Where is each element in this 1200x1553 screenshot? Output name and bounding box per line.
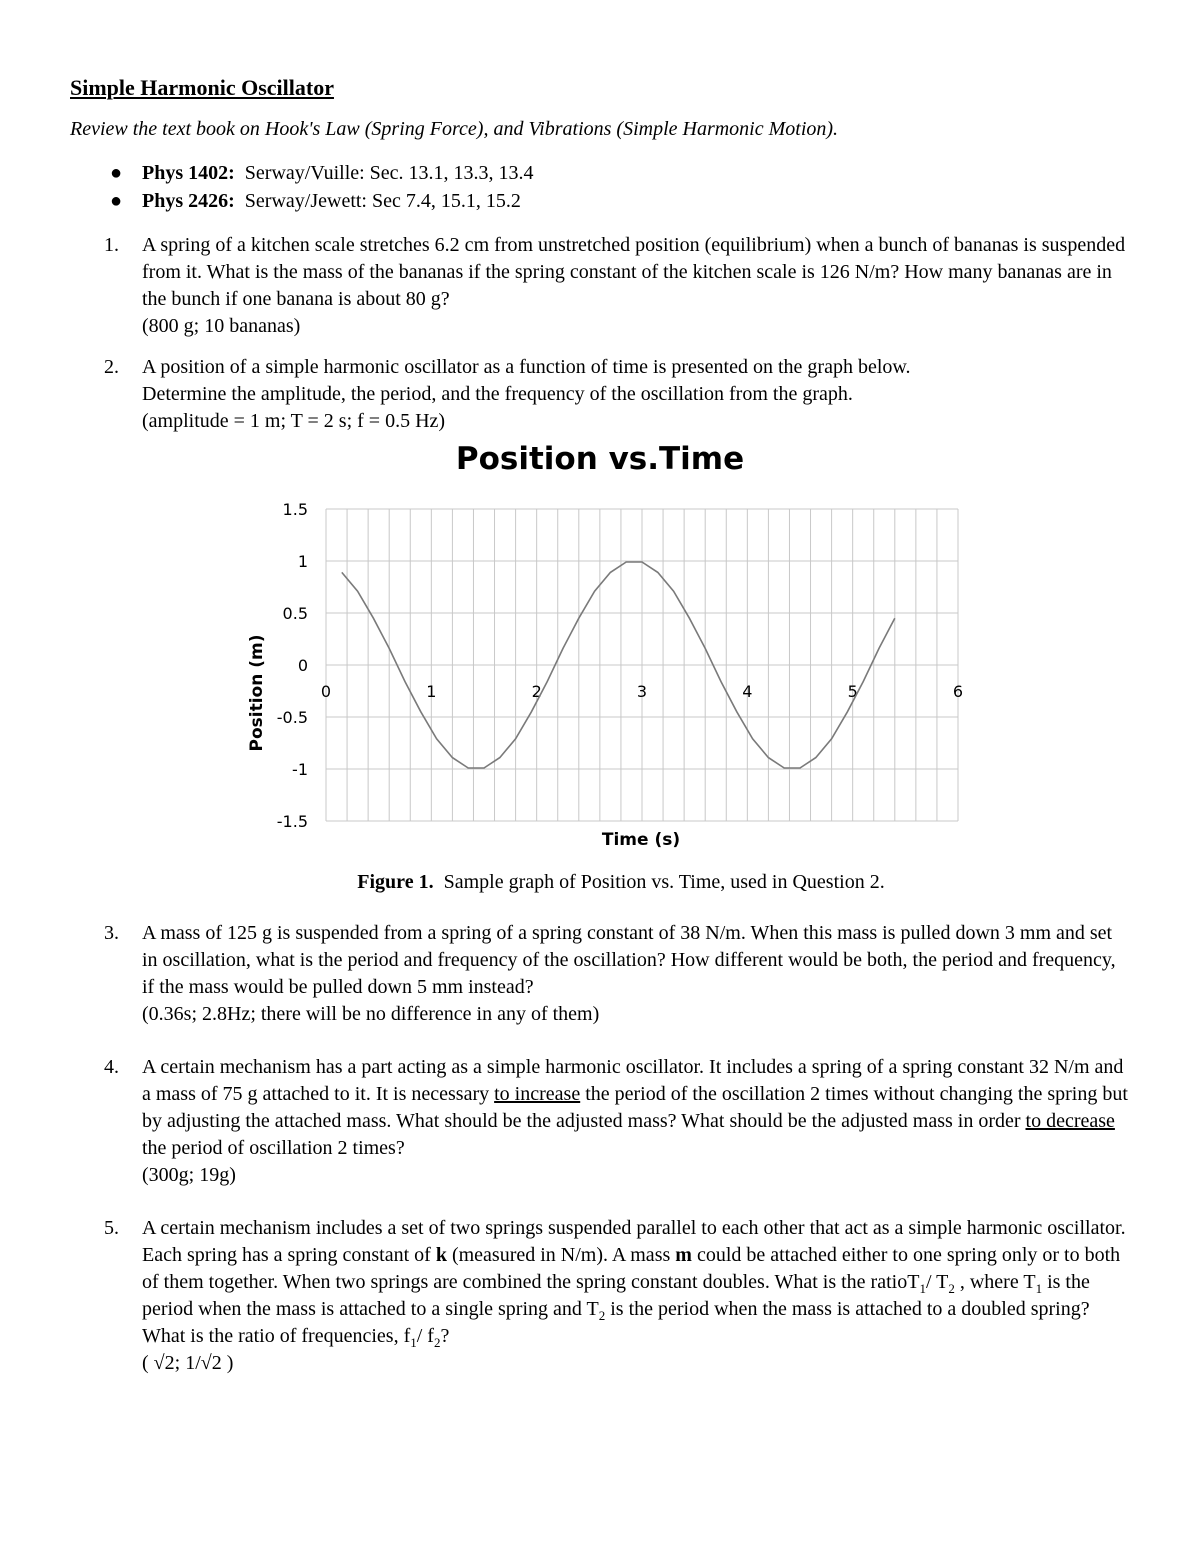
list-item — [70, 159, 1130, 187]
reference-list — [70, 159, 1130, 215]
figure-label: Figure 1. — [357, 871, 434, 893]
x-tick-label: 4 — [742, 682, 753, 701]
intro-text: Review the text book on Hook's Law (Spring Force), and Vibrations (Simple Harmonic Motion). — [70, 118, 839, 140]
x-tick-label: 5 — [847, 682, 858, 701]
answer-text: (300g; 19g) — [142, 1164, 236, 1186]
y-tick-label: 0.5 — [282, 604, 308, 623]
answer-text: (0.36s; 2.8Hz; there will be no difference in any of them) — [142, 1003, 600, 1025]
x-tick-label: 1 — [426, 682, 437, 701]
question-number: 4. — [104, 1056, 119, 1078]
y-axis-label: Position (m) — [247, 634, 267, 752]
course-label: Phys 2426: — [142, 190, 235, 212]
course-sections: Serway/Vuille: Sec. 13.1, 13.3, 13.4 — [244, 162, 534, 184]
bullet-icon: ● — [110, 162, 123, 184]
y-tick-label: -0.5 — [276, 708, 308, 727]
list-item — [70, 187, 1130, 215]
underlined-phrase: to increase — [494, 1083, 581, 1105]
x-tick-label: 6 — [952, 682, 964, 701]
course-label: Phys 1402: — [142, 162, 235, 184]
question-number: 1. — [104, 234, 119, 256]
x-axis-ticks — [321, 682, 963, 701]
bullet-icon: ● — [110, 190, 123, 212]
question-5 — [70, 1215, 1130, 1377]
underlined-phrase: to decrease — [1025, 1110, 1115, 1132]
variable-k: k — [435, 1244, 447, 1266]
answer-text: (800 g; 10 bananas) — [142, 315, 301, 337]
question-number: 2. — [104, 356, 119, 378]
question-text: A certain mechanism includes a set of two springs suspended parallel to each other that act as a simple harmonic oscillator. Each spring has a spring constant of k (measured in N/m). A mass m could be attached either to one spring only or to both of them together. When two springs are combined the spring constant doubles. What is the ratioT$_1$/ $T_2$ , where $T_1$ is the period when the mass is attached to a single spring and $T_2$ is the period when the mass is attached to a doubled spring? What is the ratio of frequencies, $f_1/$ $f_2$? — [142, 1217, 1126, 1350]
answer-text: ( √2; 1/√2 ) — [142, 1352, 234, 1374]
question-text: A certain mechanism has a part acting as a simple harmonic oscillator. It includes a spring of a spring constant 32 N/m and a mass of 75 g attached to it. It is necessary to increase the period of the oscillation 2 times without changing the spring but by adjusting the attached mass. What should be the adjusted mass? What should be the adjusted mass in order to decrease the period of oscillation 2 times? — [142, 1056, 1128, 1159]
question-text: Determine the amplitude, the period, and the frequency of the oscillation from the graph. — [142, 383, 853, 405]
chart-svg — [70, 431, 1130, 867]
question-text: A spring of a kitchen scale stretches 6.2 cm from unstretched position (equilibrium) when a bunch of bananas is suspended from it. What is the mass of the bananas if the spring constant of the kitchen scale is 126 N/m? How many bananas are in the bunch if one banana is about 80 g? — [142, 234, 1126, 310]
figure-caption-text: Sample graph of Position vs. Time, used in Question 2. — [443, 871, 885, 893]
question-number: 3. — [104, 922, 119, 944]
question-2 — [70, 354, 1130, 435]
x-tick-label: 2 — [531, 682, 542, 701]
chart-title: Position vs.Time — [455, 441, 745, 477]
y-axis-ticks — [277, 500, 308, 831]
figure-caption — [70, 869, 1130, 896]
document-page — [70, 74, 1130, 1391]
position-time-chart — [70, 431, 1130, 867]
x-tick-label: 0 — [320, 682, 332, 701]
question-1 — [70, 232, 1130, 340]
x-tick-label: 3 — [636, 682, 648, 701]
x-axis-label: Time (s) — [601, 830, 681, 850]
page-title: Simple Harmonic Oscillator — [70, 75, 334, 100]
y-tick-label: -1.5 — [276, 812, 308, 831]
y-tick-label: 0 — [297, 656, 308, 675]
y-tick-label: 1 — [297, 552, 308, 571]
course-sections: Serway/Jewett: Sec 7.4, 15.1, 15.2 — [244, 190, 521, 212]
question-text: A mass of 125 g is suspended from a spring of a spring constant of 38 N/m. When this mass is pulled down 3 mm and set in oscillation, what is the period and frequency of the oscillation? How different would be both, the period and frequency, if the mass would be pulled down 5 mm instead? — [142, 922, 1116, 998]
question-text: A position of a simple harmonic oscillator as a function of time is presented on the graph below. — [142, 356, 911, 378]
variable-m: m — [675, 1244, 692, 1266]
y-tick-label: 1.5 — [282, 500, 308, 519]
question-4 — [70, 1054, 1130, 1189]
y-tick-label: -1 — [292, 760, 308, 779]
question-3 — [70, 920, 1130, 1028]
chart-gridlines — [326, 509, 958, 821]
answer-text: (amplitude = 1 m; T = 2 s; f = 0.5 Hz) — [142, 410, 446, 432]
question-number: 5. — [104, 1217, 119, 1239]
